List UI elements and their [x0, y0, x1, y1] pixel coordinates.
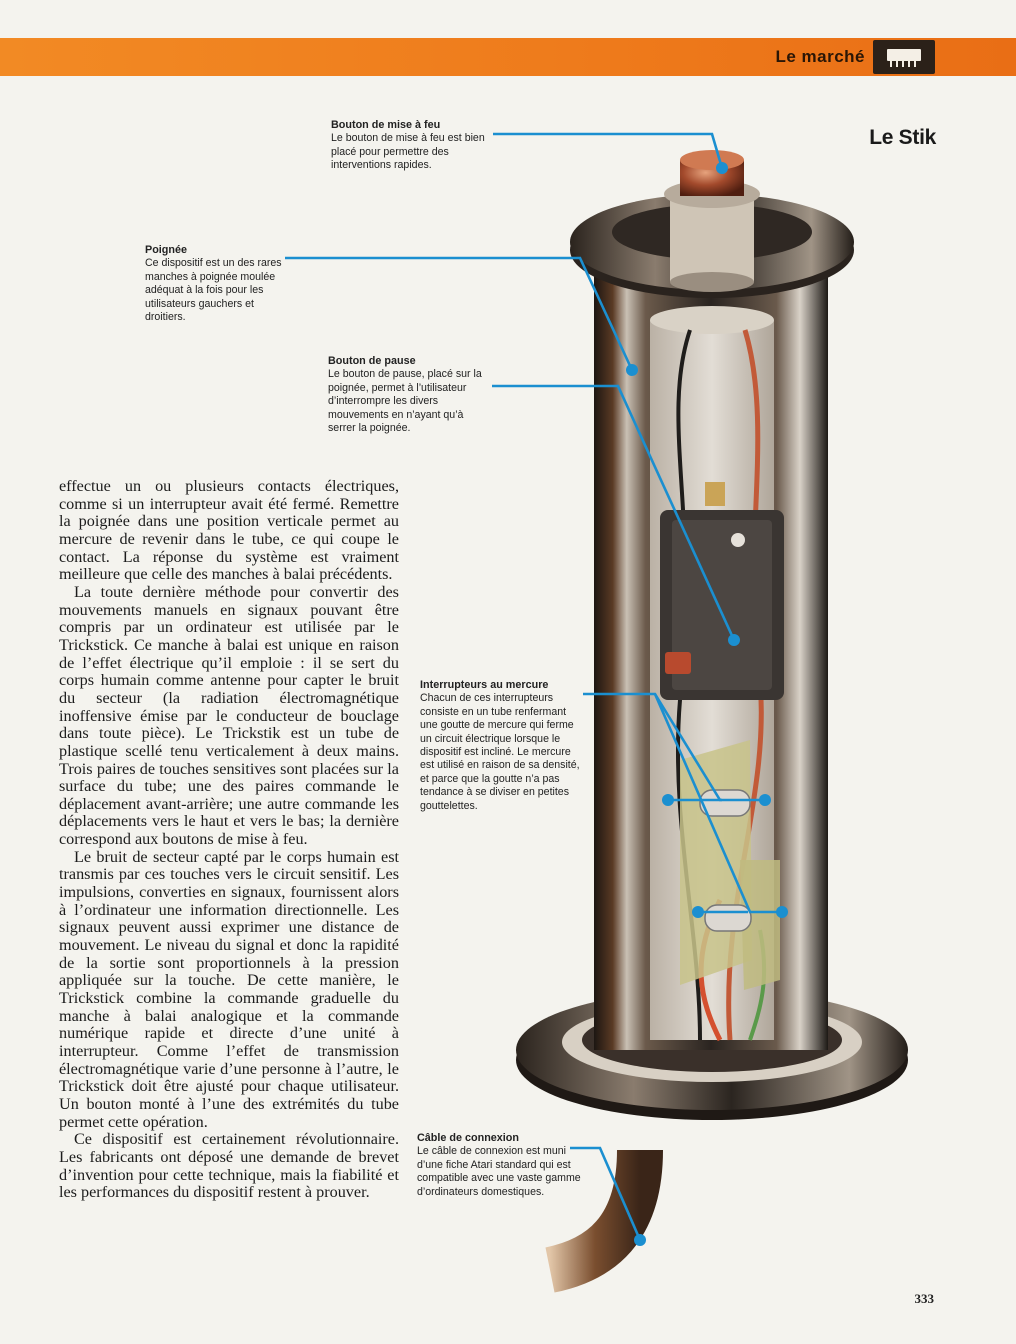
- callout-body: Chacun de ces interrupteurs consiste en un tube renfermant une goutte de mercure qui ferme un circuit électrique lorsque le dispositif est incliné. Le mercure est utilisé en raison de sa densité, et parce que la goutte n’a pas tendance à se diviser en petites gouttelettes.: [420, 692, 580, 812]
- callout-cable: [417, 1132, 582, 1199]
- callout-title: Bouton de pause: [328, 355, 416, 367]
- callout-body: Le bouton de mise à feu est bien placé pour permettre des interventions rapides.: [331, 132, 485, 172]
- callout-pause-button: [328, 355, 488, 435]
- callout-title: Poignée: [145, 244, 187, 256]
- callout-title: Câble de connexion: [417, 1132, 519, 1144]
- callout-title: Bouton de mise à feu: [331, 119, 441, 131]
- paragraph: La toute dernière méthode pour convertir des mouvements manuels en signaux pouvant être compris par un ordinateur est utilisée par le Trickstick. Ce manche à balai est unique en raison de l’effet électrique qu’il emploie : il se sert du corps humain comme antenne pour capter le bruit du secteur (la radiation électromagnétique inoffensive émise par le conducteur de bouclage dans toute pièce). Le Trickstik est un tube de plastique scellé tenu verticalement à deux mains. Trois paires de touches sensitives sont placées sur la surface du tube; une des paires commande le déplacement avant-arrière; une autre commande les déplacements vers le haut et vers le bas; la dernière correspond aux boutons de mise à feu.: [59, 582, 399, 849]
- section-label: Le marché: [775, 47, 865, 66]
- callout-grip: [145, 244, 293, 324]
- callout-title: Interrupteurs au mercure: [420, 679, 549, 691]
- callout-body: Le câble de connexion est muni d’une fiche Atari standard qui est compatible avec une vaste gamme d’ordinateurs domestiques.: [417, 1145, 581, 1198]
- paragraph: Ce dispositif est certainement révolutionnaire. Les fabricants ont déposé une demande de brevet d’invention pour cette technique, mais la fiabilité et les performances du dispositif restent à prouver.: [59, 1130, 399, 1202]
- article-body: [59, 478, 399, 1202]
- paragraph: Le bruit de secteur capté par le corps humain est transmis par ces touches vers le circuit sensitif. Les impulsions, converties en signaux, fournissent alors à l’ordinateur une information directionnelle. Les signaux peuvent aussi exprimer une distance de mouvement. Le niveau du signal et donc la rapidité de la sortie sont proportionnels à la pression appliquée sur la touche. De cette manière, le Trickstick combine la commande graduelle du manche à balai analogique et la commande numérique rapide et directe d’une unité à interrupteur. Comme l’effet de transmission électromagnétique varie d’une personne à l’autre, le Trickstick doit être ajusté pour chaque utilisateur. Un bouton monté à l’une des extrémités du tube permet cette opération.: [59, 847, 399, 1131]
- paragraph: effectue un ou plusieurs contacts électriques, comme si un interrupteur avait été fermé. Remettre la poignée dans une position verticale permet au mercure de revenir dans le tube, ce qui coupe le contact. La réponse du système est vraiment meilleure que celle des manches à balai précédents.: [59, 477, 399, 584]
- callout-mercury-switches: [420, 679, 582, 813]
- page-title: Le Stik: [869, 126, 936, 149]
- page-number: 333: [914, 1291, 934, 1306]
- callout-body: Le bouton de pause, placé sur la poignée, permet à l’utilisateur d’interrompre les divers mouvements en n’ayant qu’à serrer la poignée.: [328, 368, 482, 435]
- callout-fire-button: [331, 119, 499, 173]
- callout-body: Ce dispositif est un des rares manches à poignée moulée adéquat à la fois pour les utilisateurs gauchers et droitiers.: [145, 257, 282, 324]
